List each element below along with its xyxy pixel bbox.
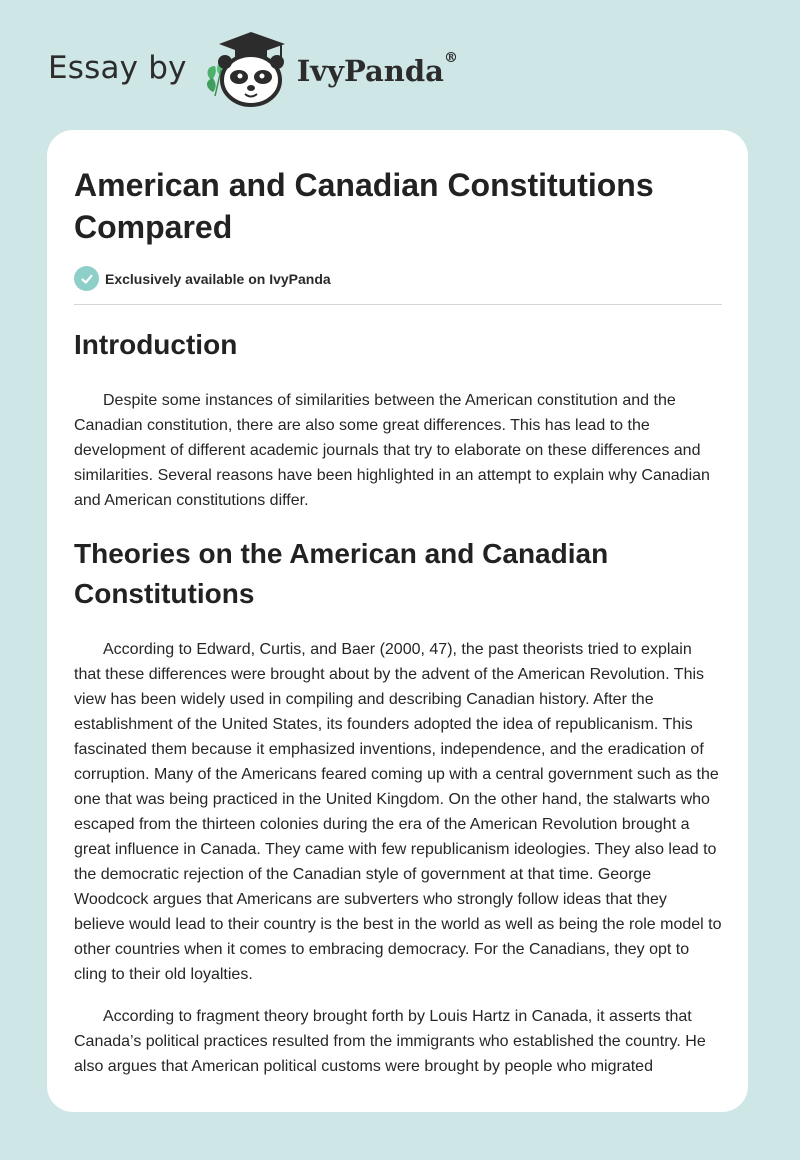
panda-logo-icon[interactable] [201, 30, 293, 110]
essay-by-label: Essay by [48, 50, 187, 86]
brand-name[interactable]: IvyPanda® [296, 50, 458, 88]
page-title: American and Canadian Constitutions Compared [74, 167, 654, 245]
registered-mark: ® [443, 50, 458, 66]
section-heading-theories: Theories on the American and Canadian Constitutions [74, 538, 609, 609]
paragraph: Despite some instances of similarities between the American constitution and the Canadian constitution, there are also some great differences. This has lead to the development of different academic journals that try to elaborate on these differences and similarities. Several reasons have been highlighted in an attempt to explain why Canadian and American constitutions differ. [74, 392, 710, 509]
exclusive-badge [74, 266, 722, 291]
essay-content [74, 130, 722, 1079]
essay-card [47, 130, 748, 1112]
paragraph: According to fragment theory brought forth by Louis Hartz in Canada, it asserts that Canada’s political practices resulted from the immigrants who established the country. He also argues that American political customs were brought by people who migrated [74, 1008, 706, 1075]
divider [74, 304, 722, 305]
site-header [48, 30, 458, 110]
exclusive-label: Exclusively available on IvyPanda [105, 270, 331, 287]
section-heading-introduction: Introduction [74, 329, 238, 360]
check-icon [74, 266, 99, 291]
paragraph: According to Edward, Curtis, and Baer (2000, 47), the past theorists tried to explain that these differences were brought about by the advent of the American Revolution. This view has been widely used in compiling and describing Canadian history. After the establishment of the United States, its founders adopted the idea of republicanism. This fascinated them because it emphasized inventions, independence, and the eradication of corruption. Many of the Americans feared coming up with a central government such as the one that was being practiced in the United Kingdom. On the other hand, the stalwarts who escaped from the thirteen colonies during the era of the American Revolution brought a great influence in Canada. They came with few republicanism ideologies. They also lead to the democratic rejection of the Canadian style of government at that time. George Woodcock argues that Americans are subverters who strongly follow ideas that they believe would lead to their country is the best in the world as well as being the role model to other countries when it comes to embracing democracy. For the Canadians, they opt to cling to their old loyalties. [74, 641, 722, 983]
